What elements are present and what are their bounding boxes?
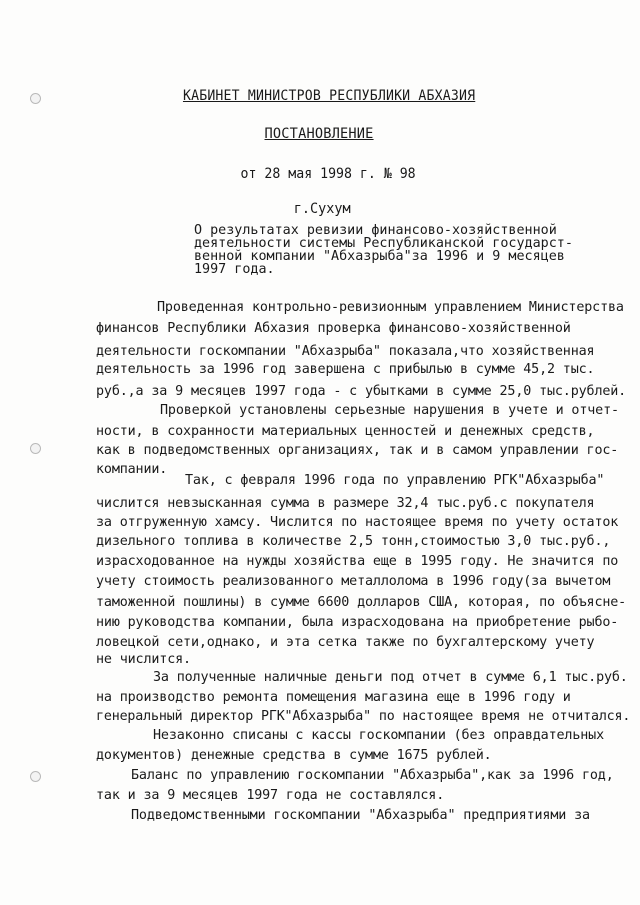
document-type-title: ПОСТАНОВЛЕНИЕ: [264, 126, 374, 142]
body-line: Подведомственными госкомпании "Абхазрыба" предприятиями за: [131, 808, 590, 823]
body-line: деятельность за 1996 год завершена с прибылью в сумме 45,2 тыс.: [96, 362, 595, 377]
body-line: не числится.: [96, 652, 191, 667]
body-line: ности, в сохранности материальных ценностей и денежных средств,: [96, 424, 595, 439]
body-line: израсходованное на нужды хозяйства еще в 1995 году. Не значится по: [96, 554, 619, 569]
organization-title: КАБИНЕТ МИНИСТРОВ РЕСПУБЛИКИ АБХАЗИЯ: [182, 88, 476, 104]
body-line: числится невзысканная сумма в размере 32,4 тыс.руб.с покупателя: [96, 496, 595, 511]
body-line: дизельного топлива в количестве 2,5 тонн,стоимостью 3,0 тыс.руб.,: [96, 534, 611, 549]
body-line: Проведенная контрольно-ревизионным управлением Министерства: [157, 300, 624, 315]
body-line: таможенной пошлины) в сумме 6600 долларов США, которая, по объясне-: [96, 595, 627, 610]
body-line: на производство ремонта помещения магазина еще в 1996 году и: [96, 690, 571, 705]
subject-line: 1997 года.: [194, 262, 275, 277]
body-line: нию руководства компании, была израсходована на приобретение рыбо-: [96, 615, 619, 630]
body-line: так и за 9 месяцев 1997 года не составлялся.: [96, 788, 445, 803]
body-line: учету стоимость реализованного металлолома в 1996 году(за вычетом: [96, 574, 611, 589]
body-line: компании.: [96, 462, 168, 477]
date-and-number: от 28 мая 1998 г. № 98: [240, 166, 416, 182]
subject-line: О результатах ревизии финансово-хозяйственной: [194, 223, 557, 238]
body-line: Незаконно списаны с кассы госкомпании (без оправдательных: [153, 728, 604, 743]
body-line: деятельности госкомпании "Абхазрыба" показала,что хозяйственная: [96, 344, 595, 359]
body-line: Баланс по управлению госкомпании "Абхазрыба",как за 1996 год,: [131, 768, 614, 783]
body-line: ловецкой сети,однако, и эта сетка также по бухгалтерскому учету: [96, 635, 595, 650]
subject-line: деятельности системы Республиканской государст-: [194, 236, 573, 251]
body-line: Проверкой установлены серьезные нарушения в учете и отчет-: [160, 403, 619, 418]
body-line: документов) денежные средства в сумме 1675 рублей.: [96, 748, 492, 763]
document-subject: [194, 224, 594, 276]
body-line: За полученные наличные деньги под отчет в сумме 6,1 тыс.руб.: [153, 670, 628, 685]
body-line: финансов Республики Абхазия проверка финансово-хозяйственной: [96, 321, 571, 336]
body-line: генеральный директор РГК"Абхазрыба" по настоящее время не отчитался.: [96, 709, 631, 724]
punch-hole-mark: [30, 443, 41, 454]
body-line: как в подведомственных организациях, так и в самом управлении гос-: [96, 443, 619, 458]
body-line: Так, с февраля 1996 года по управлению РГК"Абхазрыба": [185, 473, 605, 488]
body-line: за отгруженную хамсу. Числится по настоящее время по учету остаток: [96, 515, 619, 530]
punch-hole-mark: [30, 771, 41, 782]
subject-line: венной компании "Абхазрыба"за 1996 и 9 месяцев: [194, 249, 565, 264]
body-line: руб.,а за 9 месяцев 1997 года - с убытками в сумме 25,0 тыс.рублей.: [96, 384, 627, 399]
city-name: г.Сухум: [293, 201, 351, 217]
